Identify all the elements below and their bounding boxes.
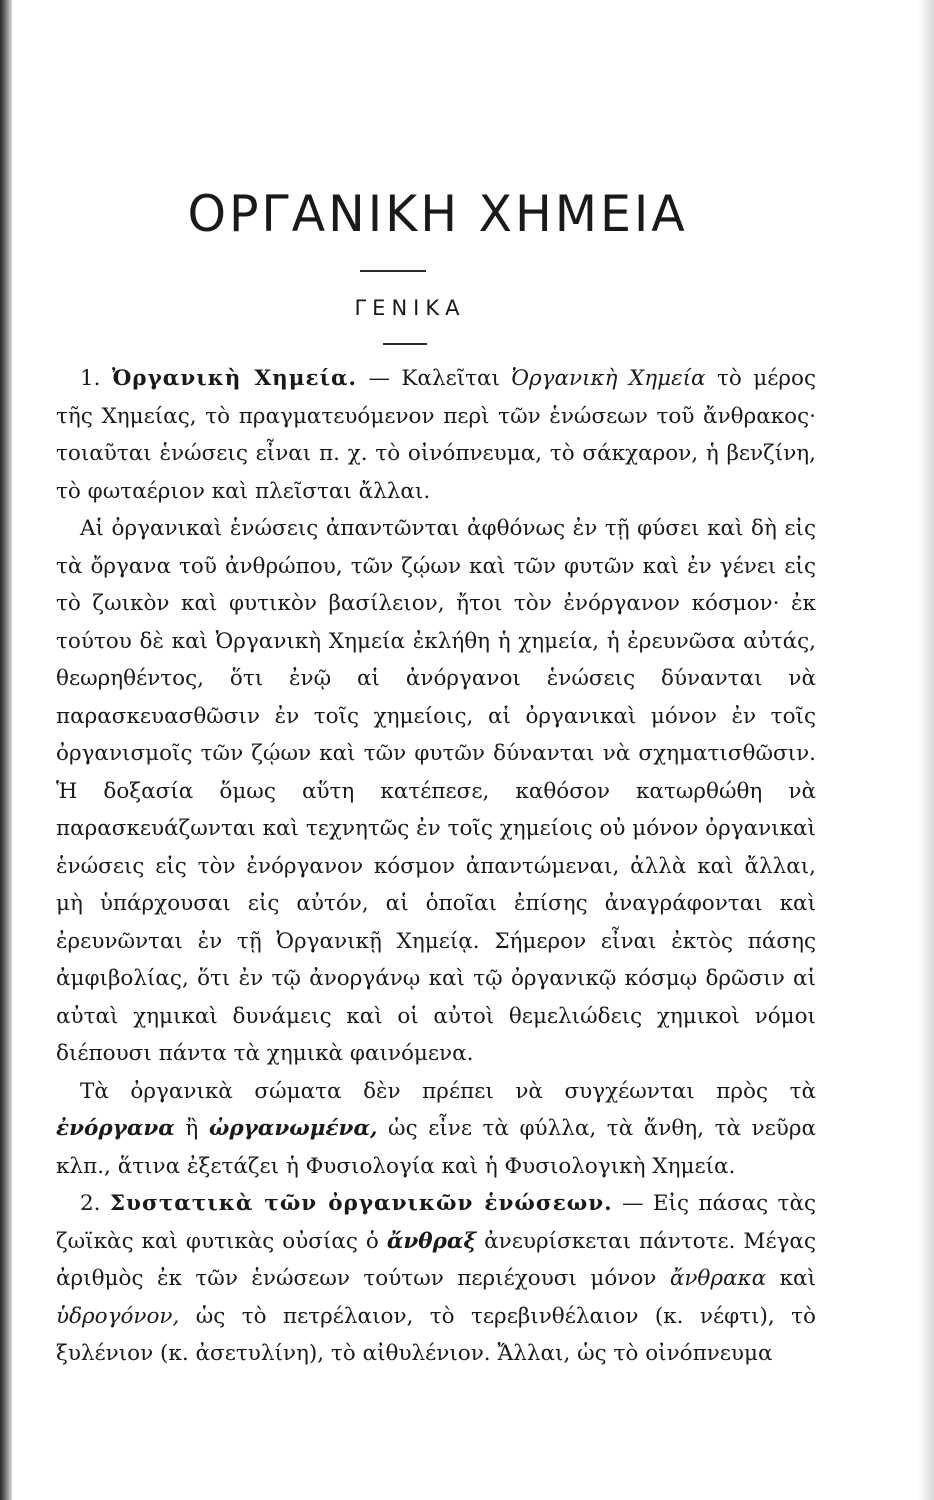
paragraph-text: Τὰ ὀργανικὰ σώματα δὲν πρέπει νὰ συγχέωνται πρὸς τὰ — [80, 1078, 816, 1104]
section-heading: Συστατικὰ τῶν ὀργανικῶν ἑνώσεων. — [109, 1191, 613, 1216]
section-subtitle: ΓΕΝΙΚΑ — [354, 296, 466, 320]
body-text — [56, 360, 816, 1373]
paragraph-4 — [56, 1185, 816, 1373]
paragraph-text: ἀνευρίσκεται πάντοτε. Μέγας ἀριθμὸς ἐκ τῶν ἑνώσεων τούτων περιέχουσι μόνον — [56, 1228, 816, 1291]
paragraph-text: ὡς τὸ πετρέλαιον, τὸ τερεβινθέλαιον (κ. νέφτι), τὸ ξυλένιον (κ. ἀσετυλίνη), τὸ αἰθυλένιον. Ἄλλαι, ὡς τὸ οἰνόπνευμα — [56, 1303, 816, 1366]
section-number: 1. — [80, 366, 101, 391]
paragraph-2 — [56, 510, 816, 1073]
emphasized-term: ὠργανωμένα, — [208, 1116, 378, 1141]
title-divider — [360, 270, 426, 272]
paragraph-text: καὶ — [766, 1266, 816, 1291]
subtitle-divider — [383, 343, 427, 345]
page-title: ΟΡΓΑΝΙΚΗ ΧΗΜΕΙΑ — [187, 185, 688, 243]
paragraph-1 — [56, 360, 816, 510]
section-number: 2. — [80, 1191, 101, 1216]
paragraph-text: ὡς εἶνε τὰ φύλλα, τὰ ἄνθη, τὰ νεῦρα κλπ., ἅτινα ἐξετάζει ἡ Φυσιολογία καὶ ἡ Φυσιολογικὴ Χημεία. — [56, 1116, 816, 1179]
paragraph-lead: — Καλεῖται — [357, 366, 512, 391]
emphasized-term: ἄνθρακα — [669, 1266, 767, 1291]
paragraph-text: Αἱ ὀργανικαὶ ἑνώσεις ἀπαντῶνται ἀφθόνως ἐν τῇ φύσει καὶ δὴ εἰς τὰ ὄργανα τοῦ ἀνθρώπου, τῶν ζῴων καὶ τῶν φυτῶν καὶ ἐν γένει εἰς τὸ ζωικὸν καὶ φυτικὸν βασίλειον, ἤτοι τὸν ἐνόργανον κόσμον· ἐκ τούτου δὲ καὶ Ὀργανικὴ Χημεία ἐκλήθη ἡ χημεία, ἡ ἐρευνῶσα αὐτάς, θεωρηθέντος, ὅτι ἐνῷ αἱ ἀνόργανοι ἑνώσεις δύνανται νὰ παρασκευασθῶσιν ἐν τοῖς χημείοις, αἱ ὀργανικαὶ μόνον ἐν τοῖς ὀργανισμοῖς τῶν ζῴων καὶ τῶν φυτῶν δύνανται νὰ σχηματισθῶσιν. Ἡ δοξασία ὅμως αὕτη κατέπεσε, καθόσον κατωρθώθη νὰ παρασκευάζωνται καὶ τεχνητῶς ἐν τοῖς χημείοις οὐ μόνον ὀργανικαὶ ἑνώσεις εἰς τὸν ἐνόργανον κόσμον ἀπαντώμεναι, ἀλλὰ καὶ ἄλλαι, μὴ ὑπάρχουσαι εἰς αὐτόν, αἱ ὁποῖαι ἐπίσης ἀναγράφονται καὶ ἐρευνῶνται ἐν τῇ Ὀργανικῇ Χημείᾳ. Σήμερον εἶναι ἐκτὸς πάσης ἀμφιβολίας, ὅτι ἐν τῷ ἀνοργάνῳ καὶ τῷ ὀργανικῷ κόσμῳ δρῶσιν αἱ αὐταὶ χημικαὶ δυνάμεις καὶ οἱ αὐτοὶ θεμελιώδεις χημικοὶ νόμοι διέπουσι πάντα τὰ χημικὰ φαινόμενα. — [56, 516, 816, 1066]
section-heading: Ὀργανικὴ Χημεία. — [111, 366, 358, 391]
paragraph-text: — Εἰς πάσας τὰς ζωϊκὰς καὶ φυτικὰς οὐσίας ὁ — [56, 1191, 817, 1254]
emphasized-term: ἄνθραξ — [386, 1228, 477, 1254]
paragraph-text: ἢ — [174, 1116, 209, 1141]
paragraph-text: τὸ μέρος τῆς Χημείας, τὸ πραγματευόμενον περὶ τῶν ἑνώσεων τοῦ ἄνθρακος· τοιαῦται ἑνώσεις εἶναι π. χ. τὸ οἰνόπνευμα, τὸ σάκχαρον, ἡ βενζίνη, τὸ φωταέριον καὶ πλεῖσται ἄλλαι. — [56, 366, 816, 504]
paragraph-3 — [56, 1073, 816, 1186]
emphasized-term: ἐνόργανα — [56, 1116, 175, 1141]
defined-term: Ὀργανικὴ Χημεία — [511, 366, 706, 391]
emphasized-term: ὑδρογόνον, — [56, 1303, 180, 1329]
